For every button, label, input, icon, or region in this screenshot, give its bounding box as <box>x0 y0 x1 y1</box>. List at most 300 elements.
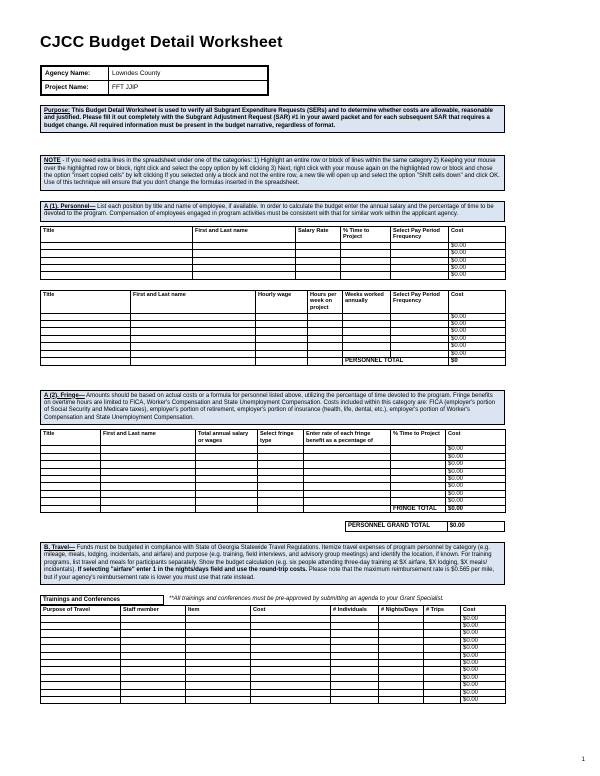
empty-cell[interactable] <box>304 490 391 497</box>
empty-cell[interactable] <box>343 321 391 328</box>
header-row <box>41 430 506 446</box>
fringe-section-text: Amounts should be based on actual costs or a formula for personnel listed above, utilizing the percentage of time devoted to the program. Fringe benefits on overtime hours are limited to FICA, Worker's Compensation and State Unemployment Compensation. Costs included within this category are: FICA (employer's portion of Social Security and Medicare taxes), employer's portion of retirement, employer's portion of insurance (health, life, dental, etc.), employer's portion of Worker's Compensation and State Unemployment Compensation. <box>44 392 496 421</box>
empty-cell[interactable] <box>41 313 131 320</box>
empty-cell[interactable] <box>296 250 341 257</box>
cost-cell[interactable]: $0.00 <box>449 265 506 272</box>
empty-cell[interactable] <box>251 615 331 622</box>
empty-cell[interactable] <box>186 637 251 644</box>
empty-cell[interactable] <box>41 328 131 335</box>
empty-cell[interactable] <box>424 667 461 674</box>
empty-cell[interactable] <box>258 475 304 482</box>
empty-cell[interactable] <box>101 483 196 490</box>
empty-cell[interactable] <box>391 313 449 320</box>
empty-cell[interactable] <box>101 453 196 460</box>
empty-cell[interactable] <box>121 637 186 644</box>
fringe-section-label: A (2). Fringe— <box>44 392 85 399</box>
empty-cell[interactable] <box>41 453 101 460</box>
empty-cell[interactable] <box>131 313 256 320</box>
empty-cell[interactable] <box>391 343 449 350</box>
empty-cell[interactable] <box>391 468 446 475</box>
empty-cell[interactable] <box>101 490 196 497</box>
empty-cell[interactable] <box>101 498 196 505</box>
cost-cell[interactable]: $0.00 <box>461 689 506 696</box>
empty-cell[interactable] <box>41 637 121 644</box>
empty-cell[interactable] <box>296 257 341 264</box>
empty-cell[interactable] <box>331 660 379 667</box>
empty-cell[interactable] <box>41 483 101 490</box>
empty-cell[interactable] <box>251 637 331 644</box>
empty-cell[interactable] <box>391 446 446 453</box>
column-header: Title <box>41 226 193 242</box>
empty-cell[interactable] <box>258 461 304 468</box>
empty-cell[interactable] <box>258 490 304 497</box>
empty-cell[interactable] <box>258 446 304 453</box>
total-row <box>346 521 505 531</box>
table-row <box>41 313 506 320</box>
table-row <box>41 674 506 681</box>
cost-cell[interactable]: $0.00 <box>461 623 506 630</box>
column-header: Purpose of Travel <box>41 606 121 616</box>
empty-cell[interactable] <box>41 343 131 350</box>
table-row <box>41 483 506 490</box>
empty-cell[interactable] <box>331 623 379 630</box>
empty-cell[interactable] <box>121 652 186 659</box>
empty-cell[interactable] <box>379 637 424 644</box>
empty-cell[interactable] <box>258 468 304 475</box>
empty-cell[interactable] <box>331 689 379 696</box>
empty-cell[interactable] <box>101 446 196 453</box>
empty-cell[interactable] <box>296 265 341 272</box>
empty-cell[interactable] <box>391 475 446 482</box>
empty-cell[interactable] <box>186 630 251 637</box>
empty-cell[interactable] <box>186 697 251 704</box>
empty-cell[interactable] <box>41 623 121 630</box>
cost-cell[interactable]: $0.00 <box>449 257 506 264</box>
empty-cell[interactable] <box>304 505 391 512</box>
column-header: Select Pay Period Frequency <box>391 226 449 242</box>
empty-cell[interactable] <box>41 652 121 659</box>
empty-cell[interactable] <box>391 321 449 328</box>
empty-cell[interactable] <box>379 615 424 622</box>
cost-cell[interactable]: $0.00 <box>446 461 506 468</box>
personnel-section-text: List each position by title and name of employee, if available. In order to calculate the budget enter the annual salary and the percentage of time to be devoted to the program. Compensation of employees engaged in program activities must be consistent with that for similar work within the applicant agency. <box>44 203 494 218</box>
cost-cell[interactable]: $0.00 <box>449 321 506 328</box>
cost-cell[interactable]: $0.00 <box>449 250 506 257</box>
empty-cell[interactable] <box>186 652 251 659</box>
empty-cell[interactable] <box>341 265 391 272</box>
header-row <box>41 226 506 242</box>
personnel-section-callout <box>40 201 505 222</box>
empty-cell[interactable] <box>331 697 379 704</box>
empty-cell[interactable] <box>196 490 258 497</box>
empty-cell[interactable] <box>391 498 446 505</box>
empty-cell[interactable] <box>196 446 258 453</box>
empty-cell[interactable] <box>258 453 304 460</box>
empty-cell[interactable] <box>391 335 449 342</box>
empty-cell[interactable] <box>391 272 449 279</box>
empty-cell[interactable] <box>41 250 193 257</box>
cost-cell[interactable]: $0.00 <box>461 630 506 637</box>
empty-cell[interactable] <box>41 660 121 667</box>
empty-cell[interactable] <box>379 660 424 667</box>
empty-cell[interactable] <box>379 667 424 674</box>
empty-cell[interactable] <box>308 328 343 335</box>
header-row <box>41 290 506 313</box>
column-header: First and Last name <box>131 290 256 313</box>
empty-cell[interactable] <box>391 265 449 272</box>
empty-cell[interactable] <box>186 682 251 689</box>
travel-section-callout <box>40 542 505 585</box>
empty-cell[interactable] <box>41 335 131 342</box>
empty-cell[interactable] <box>256 358 308 365</box>
table-row <box>41 265 506 272</box>
empty-cell[interactable] <box>121 660 186 667</box>
empty-cell[interactable] <box>424 615 461 622</box>
agency-name-label: Agency Name: <box>41 66 109 81</box>
empty-cell[interactable] <box>391 250 449 257</box>
column-header: First and Last name <box>101 430 196 446</box>
empty-cell[interactable] <box>41 615 121 622</box>
empty-cell[interactable] <box>251 660 331 667</box>
empty-cell[interactable] <box>256 313 308 320</box>
empty-cell[interactable] <box>379 645 424 652</box>
empty-cell[interactable] <box>424 645 461 652</box>
empty-cell[interactable] <box>331 674 379 681</box>
total-row <box>41 358 506 365</box>
empty-cell[interactable] <box>131 358 256 365</box>
empty-cell[interactable] <box>41 257 193 264</box>
empty-cell[interactable] <box>131 335 256 342</box>
empty-cell[interactable] <box>379 623 424 630</box>
table-row <box>41 453 506 460</box>
empty-cell[interactable] <box>41 468 101 475</box>
empty-cell[interactable] <box>41 490 101 497</box>
column-header: Select Pay Period Frequency <box>391 290 449 313</box>
cost-cell[interactable]: $0.00 <box>449 272 506 279</box>
empty-cell[interactable] <box>41 446 101 453</box>
empty-cell[interactable] <box>186 645 251 652</box>
column-header: % Time to Project <box>341 226 391 242</box>
empty-cell[interactable] <box>186 623 251 630</box>
trainings-header-row <box>40 595 505 605</box>
empty-cell[interactable] <box>41 689 121 696</box>
project-name-value[interactable]: FFT JJIP <box>109 81 269 96</box>
empty-cell[interactable] <box>424 623 461 630</box>
empty-cell[interactable] <box>251 674 331 681</box>
table-row <box>41 343 506 350</box>
empty-cell[interactable] <box>343 328 391 335</box>
purpose-text: This Budget Detail Worksheet is used to verify all Subgrant Expenditure Requests (SERs) and to determine whether costs are allowable, reasonable and justified. Please fill it out completely with the Subgrant Adjustment Request (SAR) #1 in your award packet and for each subsequent SAR that requires a budget change. All required information must be present in the budget narrative, regardless of format. <box>44 108 494 129</box>
empty-cell[interactable] <box>251 645 331 652</box>
empty-cell[interactable] <box>196 498 258 505</box>
empty-cell[interactable] <box>341 250 391 257</box>
empty-cell[interactable] <box>379 682 424 689</box>
empty-cell[interactable] <box>196 505 258 512</box>
empty-cell[interactable] <box>424 630 461 637</box>
empty-cell[interactable] <box>304 446 391 453</box>
cost-cell[interactable]: $0.00 <box>446 498 506 505</box>
empty-cell[interactable] <box>193 250 296 257</box>
table-row <box>41 335 506 342</box>
cost-cell[interactable]: $0.00 <box>461 637 506 644</box>
empty-cell[interactable] <box>391 490 446 497</box>
personnel-section-label: A (1). Personnel— <box>44 203 96 210</box>
empty-cell[interactable] <box>391 328 449 335</box>
empty-cell[interactable] <box>424 637 461 644</box>
empty-cell[interactable] <box>258 498 304 505</box>
table-row <box>41 490 506 497</box>
empty-cell[interactable] <box>424 697 461 704</box>
empty-cell[interactable] <box>41 475 101 482</box>
empty-cell[interactable] <box>101 468 196 475</box>
empty-cell[interactable] <box>186 689 251 696</box>
table-row <box>41 667 506 674</box>
empty-cell[interactable] <box>391 461 446 468</box>
empty-cell[interactable] <box>331 682 379 689</box>
empty-cell[interactable] <box>341 272 391 279</box>
empty-cell[interactable] <box>121 682 186 689</box>
empty-cell[interactable] <box>256 350 308 357</box>
empty-cell[interactable] <box>41 674 121 681</box>
empty-cell[interactable] <box>251 652 331 659</box>
empty-cell[interactable] <box>304 453 391 460</box>
empty-cell[interactable] <box>41 321 131 328</box>
table-row <box>41 257 506 264</box>
empty-cell[interactable] <box>304 461 391 468</box>
empty-cell[interactable] <box>308 321 343 328</box>
empty-cell[interactable] <box>256 328 308 335</box>
empty-cell[interactable] <box>186 660 251 667</box>
cost-cell[interactable]: $0.00 <box>449 328 506 335</box>
empty-cell[interactable] <box>101 505 196 512</box>
empty-cell[interactable] <box>391 257 449 264</box>
empty-cell[interactable] <box>131 350 256 357</box>
empty-cell[interactable] <box>391 453 446 460</box>
empty-cell[interactable] <box>304 483 391 490</box>
empty-cell[interactable] <box>391 242 449 249</box>
empty-cell[interactable] <box>186 667 251 674</box>
empty-cell[interactable] <box>331 667 379 674</box>
empty-cell[interactable] <box>256 321 308 328</box>
empty-cell[interactable] <box>256 343 308 350</box>
empty-cell[interactable] <box>343 350 391 357</box>
empty-cell[interactable] <box>196 461 258 468</box>
column-header: Item <box>186 606 251 616</box>
empty-cell[interactable] <box>251 689 331 696</box>
empty-cell[interactable] <box>41 667 121 674</box>
empty-cell[interactable] <box>193 242 296 249</box>
table-row <box>41 637 506 644</box>
empty-cell[interactable] <box>251 667 331 674</box>
empty-cell[interactable] <box>296 272 341 279</box>
empty-cell[interactable] <box>258 483 304 490</box>
travel-section-text-1: Funds must be budgeted in compliance with State of Georgia Statewide Travel Regulations. Itemize travel expenses of program personnel by category (e.g. mileage, meals, lodging, incidentals, and airfare) and purpose (e.g. training, field interviews, and advisory group meetings) and identify the location, if known. For training programs, list travel and meals for participants separately. Show the budget calculation (e.g. six people attending three-day training at $X airfare, $X lodging, $X meals/ incidentals). <box>44 544 492 574</box>
empty-cell[interactable] <box>41 630 121 637</box>
empty-cell[interactable] <box>251 697 331 704</box>
empty-cell[interactable] <box>256 335 308 342</box>
table-row <box>41 242 506 249</box>
column-header: Cost <box>251 606 331 616</box>
cost-cell[interactable]: $0.00 <box>449 350 506 357</box>
empty-cell[interactable] <box>41 265 193 272</box>
cost-cell[interactable]: $0.00 <box>446 468 506 475</box>
table-row <box>41 652 506 659</box>
empty-cell[interactable] <box>41 645 121 652</box>
column-header: Cost <box>461 606 506 616</box>
purpose-callout <box>40 105 505 133</box>
table-row <box>41 615 506 622</box>
empty-cell[interactable] <box>343 343 391 350</box>
column-header: # Nights/Days <box>379 606 424 616</box>
empty-cell[interactable] <box>186 615 251 622</box>
column-header: Staff member <box>121 606 186 616</box>
empty-cell[interactable] <box>196 453 258 460</box>
table-row <box>41 645 506 652</box>
empty-cell[interactable] <box>304 498 391 505</box>
personnel-grand-total-label: PERSONNEL GRAND TOTAL <box>346 521 448 531</box>
cost-cell[interactable]: $0.00 <box>446 453 506 460</box>
column-header: First and Last name <box>193 226 296 242</box>
empty-cell[interactable] <box>131 343 256 350</box>
empty-cell[interactable] <box>121 645 186 652</box>
empty-cell[interactable] <box>41 697 121 704</box>
empty-cell[interactable] <box>304 468 391 475</box>
empty-cell[interactable] <box>308 335 343 342</box>
empty-cell[interactable] <box>331 615 379 622</box>
empty-cell[interactable] <box>424 674 461 681</box>
empty-cell[interactable] <box>131 321 256 328</box>
empty-cell[interactable] <box>424 682 461 689</box>
table-row <box>41 321 506 328</box>
cost-cell[interactable]: $0.00 <box>461 652 506 659</box>
column-header: Select fringe type <box>258 430 304 446</box>
agency-name-value[interactable]: Lowndes County <box>109 66 269 81</box>
empty-cell[interactable] <box>121 674 186 681</box>
empty-cell[interactable] <box>41 358 131 365</box>
column-header: Title <box>41 290 131 313</box>
empty-cell[interactable] <box>379 652 424 659</box>
cost-cell[interactable]: $0.00 <box>449 313 506 320</box>
empty-cell[interactable] <box>331 630 379 637</box>
cost-cell[interactable]: $0.00 <box>449 343 506 350</box>
cost-cell[interactable]: $0.00 <box>449 242 506 249</box>
empty-cell[interactable] <box>341 257 391 264</box>
empty-cell[interactable] <box>121 615 186 622</box>
agency-info-table <box>40 65 269 96</box>
table-row <box>41 697 506 704</box>
empty-cell[interactable] <box>343 335 391 342</box>
cost-cell[interactable]: $0.00 <box>461 667 506 674</box>
empty-cell[interactable] <box>196 483 258 490</box>
empty-cell[interactable] <box>331 645 379 652</box>
empty-cell[interactable] <box>391 483 446 490</box>
empty-cell[interactable] <box>308 358 343 365</box>
cost-cell[interactable]: $0.00 <box>461 697 506 704</box>
table-row <box>41 689 506 696</box>
empty-cell[interactable] <box>424 652 461 659</box>
empty-cell[interactable] <box>121 689 186 696</box>
empty-cell[interactable] <box>424 660 461 667</box>
cost-cell[interactable]: $0.00 <box>461 660 506 667</box>
empty-cell[interactable] <box>308 343 343 350</box>
empty-cell[interactable] <box>41 272 193 279</box>
column-header: % Time to Project <box>391 430 446 446</box>
cost-cell[interactable]: $0.00 <box>461 682 506 689</box>
column-header: Hours per week on project <box>308 290 343 313</box>
project-name-label: Project Name: <box>41 81 109 96</box>
empty-cell[interactable] <box>121 667 186 674</box>
table-row <box>41 468 506 475</box>
empty-cell[interactable] <box>41 505 101 512</box>
empty-cell[interactable] <box>343 313 391 320</box>
cost-cell[interactable]: $0.00 <box>449 335 506 342</box>
table-row <box>41 498 506 505</box>
empty-cell[interactable] <box>41 461 101 468</box>
empty-cell[interactable] <box>341 242 391 249</box>
cost-cell[interactable]: $0.00 <box>461 645 506 652</box>
empty-cell[interactable] <box>379 674 424 681</box>
cost-cell[interactable]: $0.00 <box>446 446 506 453</box>
column-header: Enter rate of each fringe benefit as a pecentage of <box>304 430 391 446</box>
empty-cell[interactable] <box>379 630 424 637</box>
total-label: FRINGE TOTAL <box>391 505 446 512</box>
cost-cell[interactable]: $0.00 <box>446 490 506 497</box>
cost-cell[interactable]: $0.00 <box>446 475 506 482</box>
empty-cell[interactable] <box>121 630 186 637</box>
empty-cell[interactable] <box>251 630 331 637</box>
cost-cell[interactable]: $0.00 <box>446 483 506 490</box>
empty-cell[interactable] <box>121 697 186 704</box>
empty-cell[interactable] <box>251 623 331 630</box>
empty-cell[interactable] <box>391 350 449 357</box>
empty-cell[interactable] <box>304 475 391 482</box>
empty-cell[interactable] <box>41 498 101 505</box>
empty-cell[interactable] <box>424 689 461 696</box>
fringe-table <box>40 429 506 513</box>
table-row <box>41 272 506 279</box>
purpose-label: Purpose: <box>44 108 71 114</box>
empty-cell[interactable] <box>196 468 258 475</box>
empty-cell[interactable] <box>258 505 304 512</box>
empty-cell[interactable] <box>121 623 186 630</box>
empty-cell[interactable] <box>101 475 196 482</box>
empty-cell[interactable] <box>379 689 424 696</box>
note-label: NOTE <box>44 158 61 165</box>
empty-cell[interactable] <box>193 257 296 264</box>
empty-cell[interactable] <box>41 242 193 249</box>
empty-cell[interactable] <box>308 350 343 357</box>
empty-cell[interactable] <box>186 674 251 681</box>
note-text: - If you need extra lines in the spreadsheet under one of the categories: 1) Highlight an entire row or block of lines within the same category 2) Keeping your mouse over the highlighted row or block, right click and select the copy option by left clicking 3) Next, right click with your mouse again on the highlighted row or block and chose the option "insert copied cells" by left clicking If you selected only a block and not the entire row, a new tile will open up and select the option "Shift cells down" and click OK. Use of this technique will ensure that you don't change the formulas inserted in the spreadsheet. <box>44 158 500 187</box>
note-callout <box>40 155 505 191</box>
empty-cell[interactable] <box>331 652 379 659</box>
empty-cell[interactable] <box>193 272 296 279</box>
empty-cell[interactable] <box>379 697 424 704</box>
trainings-note: **All trainings and conferences must be pre-approved by submitting an agenda to your Grant Specialist. <box>169 596 444 602</box>
empty-cell[interactable] <box>101 461 196 468</box>
empty-cell[interactable] <box>131 328 256 335</box>
cost-cell[interactable]: $0.00 <box>461 615 506 622</box>
empty-cell[interactable] <box>251 682 331 689</box>
cost-cell[interactable]: $0.00 <box>461 674 506 681</box>
empty-cell[interactable] <box>41 350 131 357</box>
empty-cell[interactable] <box>331 637 379 644</box>
empty-cell[interactable] <box>41 682 121 689</box>
empty-cell[interactable] <box>193 265 296 272</box>
empty-cell[interactable] <box>196 475 258 482</box>
empty-cell[interactable] <box>296 242 341 249</box>
empty-cell[interactable] <box>308 313 343 320</box>
